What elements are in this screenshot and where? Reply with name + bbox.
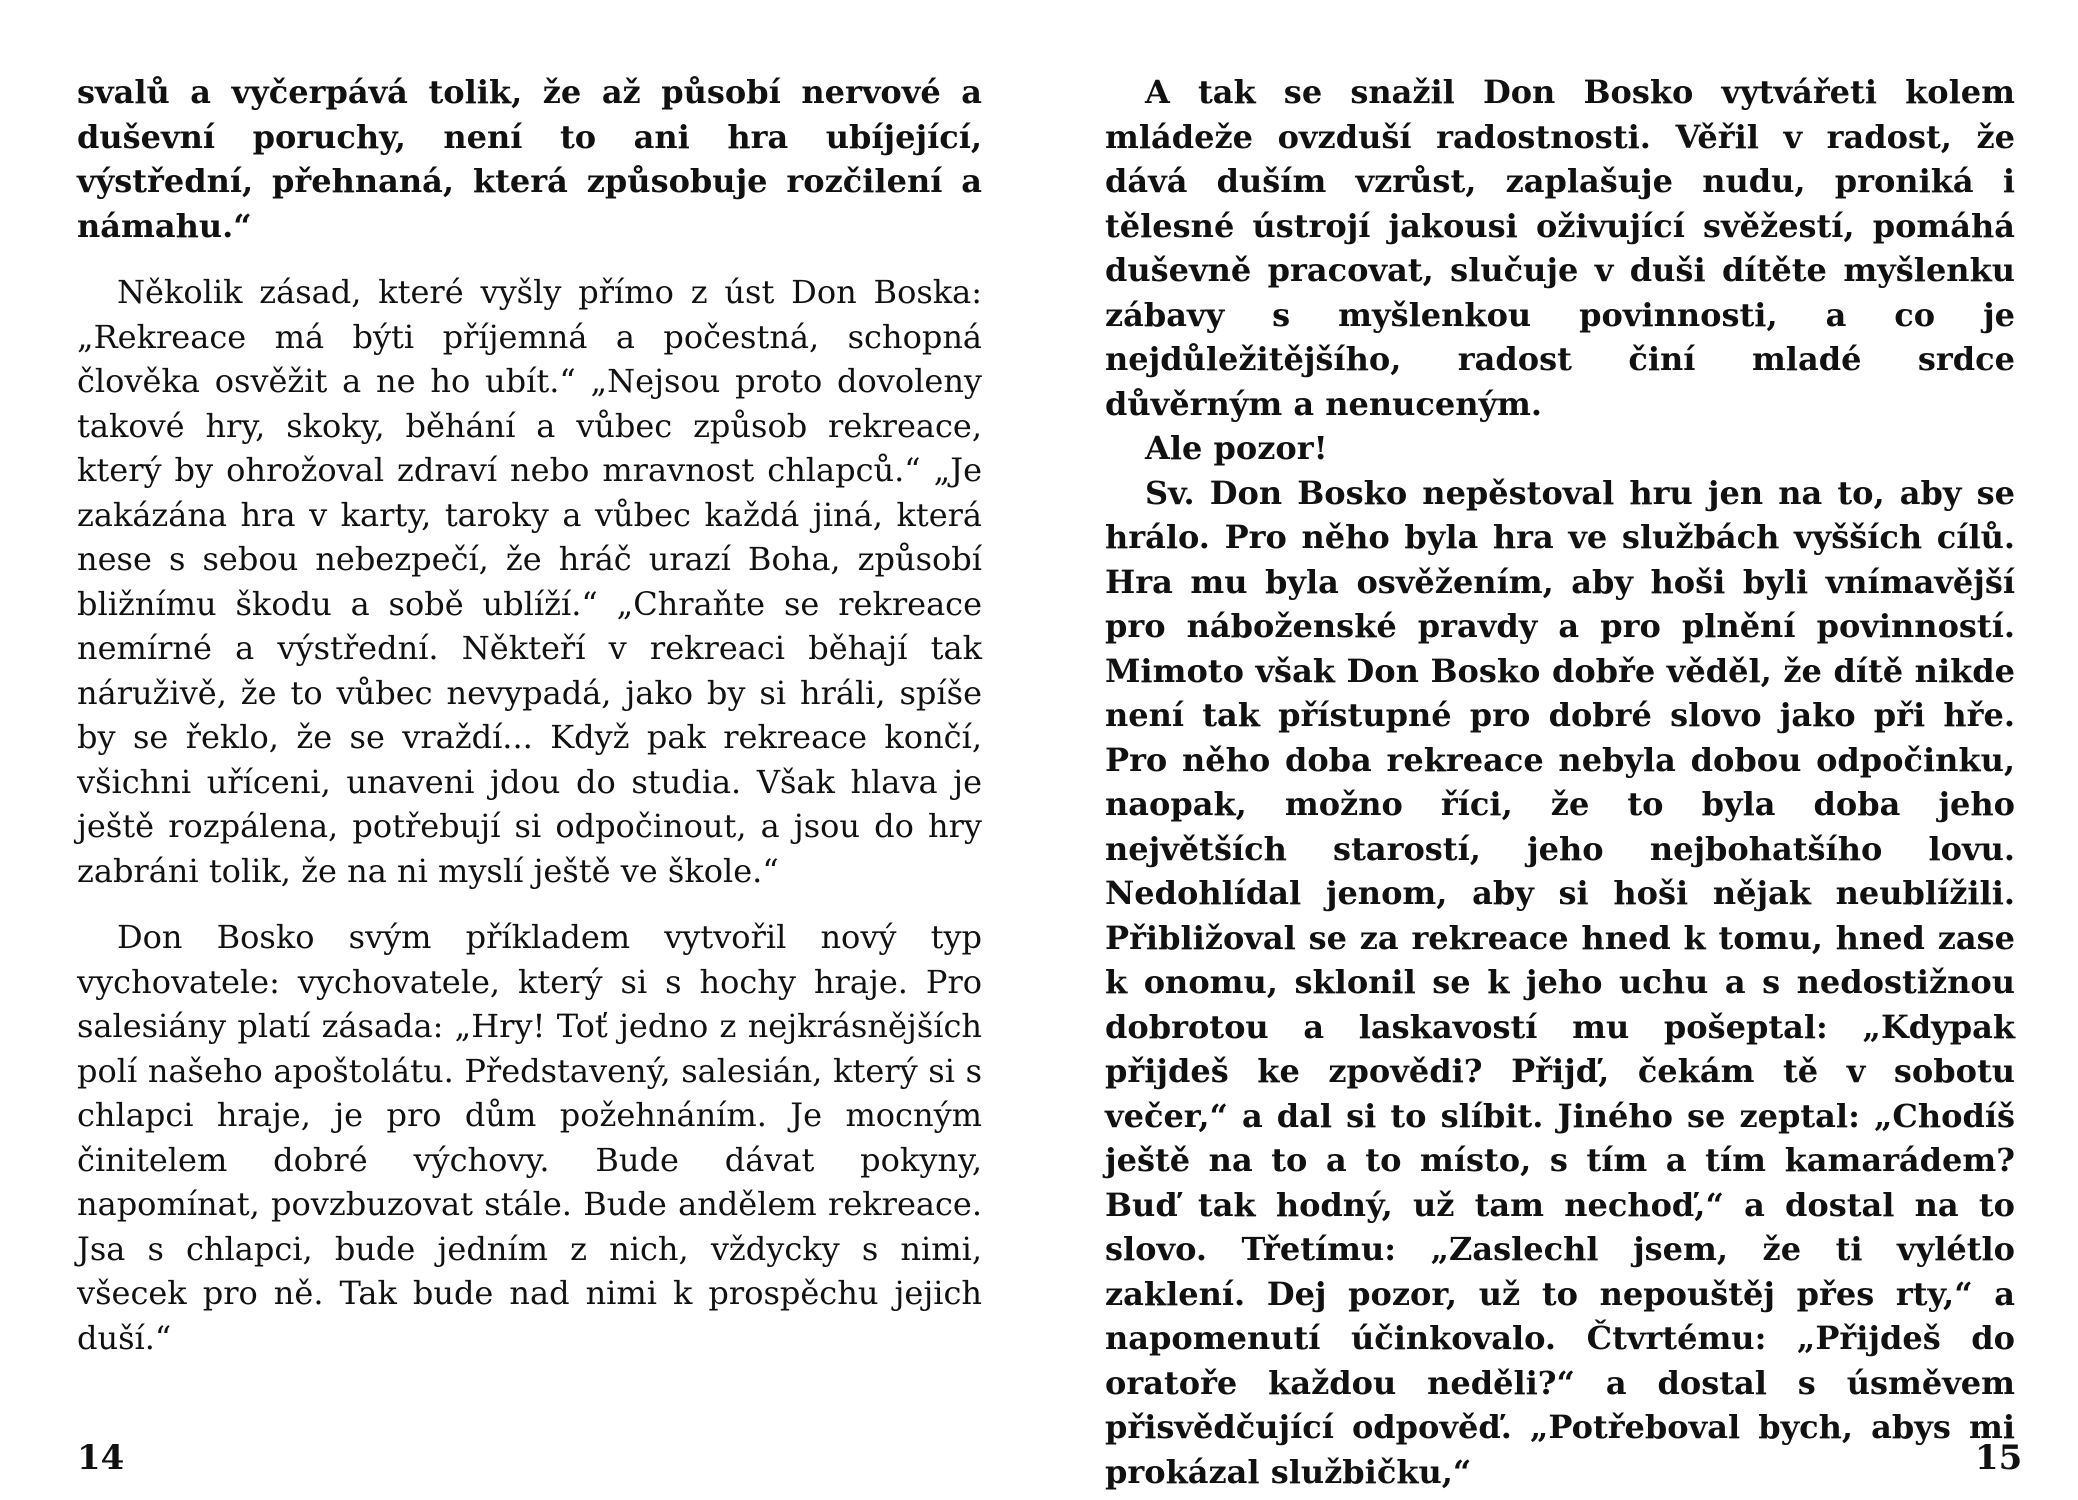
right-paragraph-1: A tak se snažil Don Bosko vytvářeti kolem mládeže ovzduší radostnosti. Věřil v radost, že dává duším vzrůst, zaplašuje nudu, proniká i tělesné ústrojí jakousi oživující svěžestí, pomáhá duševně pracovat, slučuje v duši dítěte myšlenku zábavy s myšlenkou povinnosti, a co je nejdůležitějšího, radost činí mladé srdce důvěrným a nenuceným. bbox=[1105, 73, 2015, 423]
left-page bbox=[77, 70, 982, 1360]
page-number-left: 14 bbox=[77, 1438, 125, 1478]
page-number-right: 15 bbox=[1975, 1438, 2023, 1478]
left-paragraph-2: Několik zásad, které vyšly přímo z úst Don Boska: „Rekreace má býti příjemná a počestná, schopná člověka osvěžit a ne ho ubít.“ „Nejsou proto dovoleny takové hry, skoky, běhání a vůbec způsob rekreace, který by ohrožoval zdraví nebo mravnost chlapců.“ „Je zakázána hra v karty, taroky a vůbec každá jiná, která nese s sebou nebezpečí, že hráč urazí Boha, způsobí bližnímu škodu a sobě ublíží.“ „Chraňte se rekreace nemírné a výstřední. Někteří v rekreaci běhají tak náruživě, že to vůbec nevypadá, jako by si hráli, spíše by se řeklo, že se vraždí... Když pak rekreace končí, všichni uříceni, unaveni jdou do studia. Však hlava je ještě rozpálena, potřebují si odpočinout, a jsou do hry zabráni tolik, že na ni myslí ještě ve škole.“ bbox=[77, 273, 982, 890]
right-paragraph-2: Ale pozor! bbox=[1145, 429, 1328, 467]
left-paragraph-1: svalů a vyčerpává tolik, že až působí nervové a duševní poruchy, není to ani hra ubíjející, výstřední, přehnaná, která způsobuje rozčilení a námahu.“ bbox=[77, 73, 982, 245]
right-paragraph-3: Sv. Don Bosko nepěstoval hru jen na to, aby se hrálo. Pro něho byla hra ve službách vyšších cílů. Hra mu byla osvěžením, aby hoši byli vnímavější pro náboženské pravdy a pro plnění povinností. Mimoto však Don Bosko dobře věděl, že dítě nikde není tak přístupné pro dobré slovo jako při hře. Pro něho doba rekreace nebyla dobou odpočinku, naopak, možno říci, že to byla doba jeho největších starostí, jeho nejbohatšího lovu. Nedohlídal jenom, aby si hoši nějak neublížili. Přibližoval se za rekreace hned k tomu, hned zase k onomu, sklonil se k jeho uchu a s nedostižnou dobrotou a laskavostí mu pošeptal: „Kdypak přijdeš ke zpovědi? Přijď, čekám tě v sobotu večer,“ a dal si to slíbit. Jiného se zeptal: „Chodíš ještě na to a to místo, s tím a tím kamarádem? Buď tak hodný, už tam nechoď,“ a dostal na to slovo. Třetímu: „Zaslechl jsem, že ti vylétlo zaklení. Dej pozor, už to nepouštěj přes rty,“ a napomenutí účinkovalo. Čtvrtému: „Přijdeš do oratoře každou neděli?“ a dostal s úsměvem přisvědčující odpověď. „Potřeboval bych, abys mi prokázal službičku,“ bbox=[1105, 473, 2015, 1491]
right-page bbox=[1105, 70, 2015, 1494]
left-paragraph-3: Don Bosko svým příkladem vytvořil nový typ vychovatele: vychovatele, který si s hochy hraje. Pro salesiány platí zásada: „Hry! Toť jedno z nejkrásnějších polí našeho apoštolátu. Představený, salesián, který si s chlapci hraje, je pro dům požehnáním. Je mocným činitelem dobré výchovy. Bude dávat pokyny, napomínat, povzbuzovat stále. Bude andělem rekreace. Jsa s chlapci, bude jedním z nich, vždycky s nimi, všecek pro ně. Tak bude nad nimi k prospěchu jejich duší.“ bbox=[77, 918, 982, 1357]
